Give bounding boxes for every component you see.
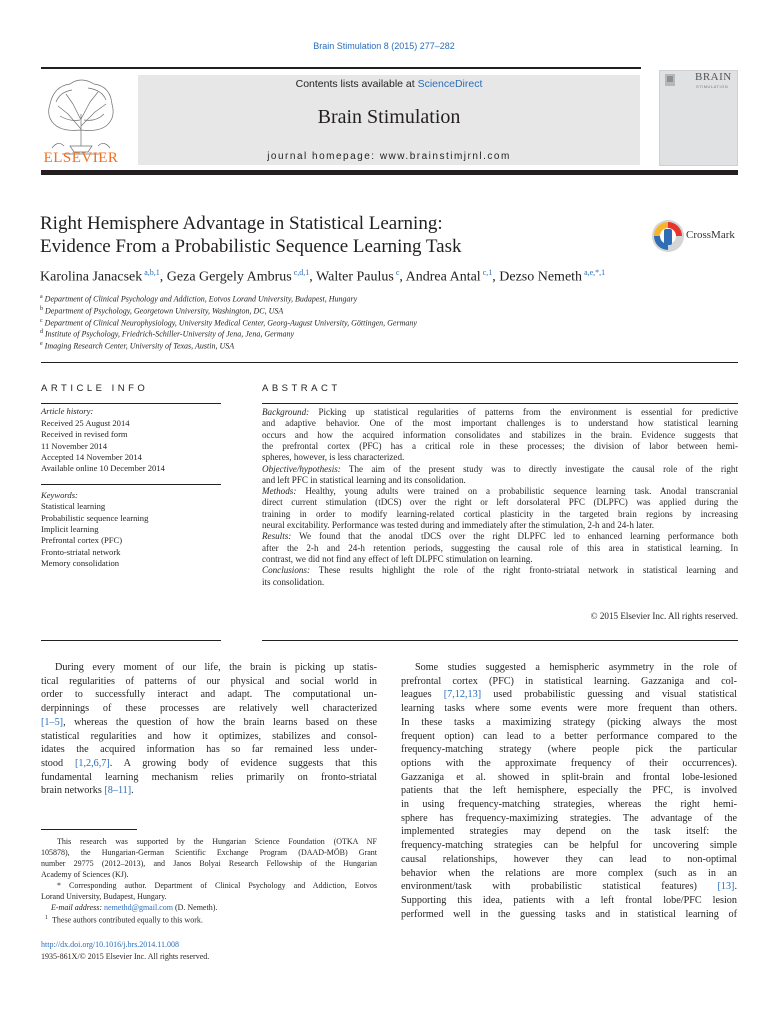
article-title-line-2: Evidence From a Probabilistic Sequence Learning Task — [40, 236, 462, 257]
abstract-text: direct current stimulation (tDCS) over the right or left dorsolateral PFC (DLPFC) was applied during the — [262, 497, 738, 508]
journal-citation[interactable]: Brain Stimulation 8 (2015) 277–282 — [313, 41, 455, 51]
body-text: environment/task with probabilistic statistical features) — [401, 881, 718, 893]
author-name[interactable]: Andrea Antal — [405, 269, 481, 285]
abstract-section-label: Results: — [262, 531, 292, 542]
abstract-line — [262, 497, 738, 508]
abstract-text: The aim of the present study was to directly investigate the causal role of the right — [340, 463, 738, 474]
body-text: used probabilistic guessing and visual statistical — [481, 689, 737, 701]
history-item: Received 25 August 2014 — [41, 418, 130, 428]
abstract-section-label: Background: — [262, 407, 310, 417]
abstract-copyright: © 2015 Elsevier Inc. All rights reserved. — [590, 611, 738, 621]
abstract-text: its consolidation. — [262, 576, 325, 587]
author-list — [40, 268, 605, 286]
affiliation-marker: a — [40, 294, 43, 300]
affiliation-b — [40, 306, 283, 316]
abstract-line — [262, 509, 738, 520]
body-line: Supporting this idea, patients with a left frontal lobe/PFC lesion — [401, 894, 737, 906]
abstract-line — [262, 520, 738, 531]
abstract-line — [262, 486, 738, 497]
keywords-label: Keywords: — [41, 490, 78, 500]
author-name[interactable]: Walter Paulus — [316, 269, 394, 285]
keyword-item: Memory consolidation — [41, 558, 120, 568]
body-line: Some studies suggested a hemispheric asymmetry in the role of — [415, 662, 737, 673]
affiliation-text: Department of Clinical Neurophysiology, University Medical Center, Georg-August University, Göttingen, Germany — [44, 318, 417, 328]
body-text: leagues — [401, 689, 444, 701]
footnote-line: number 29775 (2012–2013), and Janos Bolyai Research Fellowship of the Hungarian — [41, 859, 377, 868]
abstract-text: contrast, we did not find any effect of left DLPFC stimulation on learning. — [262, 553, 533, 564]
keyword-item: Probabilistic sequence learning — [41, 513, 149, 523]
contents-prefix: Contents lists available at — [295, 78, 418, 90]
issn-line: 1935-861X/© 2015 Elsevier Inc. All rights reserved. — [41, 952, 210, 961]
body-line: in using frequency-matching strategies, whereas the right hemi- — [401, 799, 737, 810]
cover-emblem-icon — [664, 73, 676, 87]
body-line: tical regularities of patterns of our physical and social world in — [41, 675, 377, 687]
body-line: sphere has frequency-maximizing strategies. The advantage of the — [401, 812, 737, 824]
body-text: . A growing body of evidence suggests that this — [109, 757, 377, 769]
footnote-equal-contribution: $^1$ These authors contributed equally to this work. — [45, 915, 203, 925]
body-text: . — [131, 785, 134, 797]
abstract-text: after the 2-h and 24-h retention periods, suggesting the causal role of this area in statistical learning. In — [262, 542, 738, 553]
article-title-line-1: Right Hemisphere Advantage in Statistical Learning: — [40, 213, 443, 234]
affiliation-text: Department of Clinical Psychology and Addiction, Eotvos Lorand University, Budapest, Hungary — [44, 294, 358, 304]
article-info-bottom-rule — [41, 640, 221, 641]
keyword-item: Prefrontal cortex (PFC) — [41, 535, 123, 545]
affiliation-d — [40, 329, 294, 339]
affiliation-text: Institute of Psychology, Friedrich-Schiller-University of Jena, Jena, Germany — [45, 329, 295, 339]
body-line: performed well in the guessing tasks and in statistical learning of — [401, 908, 737, 920]
abstract-text: training in order to modify learning-related cortical plasticity in the targeted brain regions by increasing — [262, 508, 738, 519]
footnote-email-line — [41, 902, 377, 913]
author-affiliation-marker[interactable]: a,b,1 — [142, 268, 160, 277]
body-text: , whereas the question of how the brain learns based on these — [63, 716, 377, 728]
body-line: prefrontal cortex (PFC) in statistical learning. Gazzaniga and col- — [401, 675, 737, 687]
abstract-bottom-rule — [262, 640, 738, 641]
body-text: stood — [41, 757, 75, 769]
cover-title: BRAIN — [695, 71, 732, 83]
abstract-section-label: Objective/hypothesis: — [262, 463, 341, 474]
history-item: Received in revised form — [41, 429, 128, 439]
citation-link[interactable]: [1–5] — [41, 716, 64, 728]
abstract-section-label: Conclusions: — [262, 565, 310, 576]
citation-link[interactable]: [7,12,13] — [443, 689, 482, 701]
body-text: . — [734, 881, 737, 893]
abstract-line — [262, 430, 738, 441]
footnote-rule — [41, 829, 137, 830]
article-info-heading: ARTICLE INFO — [41, 383, 149, 394]
equal-contribution-text: These authors contributed equally to this work. — [52, 915, 203, 925]
affiliation-marker: c — [40, 318, 43, 324]
affiliation-text: Imaging Research Center, University of Texas, Austin, USA — [44, 341, 235, 351]
abstract-line — [262, 543, 738, 554]
abstract-text: and adaptive behavior. One of the most important challenges is to understand how statistical learning — [262, 418, 738, 429]
keywords-rule — [41, 484, 221, 485]
body-line: learning tasks where some events were more frequent than others. — [401, 703, 737, 715]
author-separator: , — [399, 269, 406, 285]
affiliation-e — [40, 341, 234, 351]
body-line — [41, 716, 377, 730]
cover-subtitle: STIMULATION — [696, 84, 729, 89]
author-name[interactable]: Geza Gergely Ambrus — [166, 269, 292, 285]
affiliation-a — [40, 294, 357, 304]
body-line: derpinnings of these processes are relatively well characterized — [41, 703, 377, 715]
header-bottom-rule — [41, 170, 738, 175]
body-line: frequent option) can lead to a better performance compared to the — [401, 730, 737, 742]
footnote-line: 105878), the Hungarian-German Scientific Exchange Program (DAAD-MÖB) Grant — [41, 848, 377, 857]
abstract-rule — [262, 403, 738, 404]
abstract-line — [262, 407, 738, 418]
body-line: Gazzaniga et al. showed in split-brain and frontal lobe-lesioned — [401, 771, 737, 783]
abstract-text: neural excitability. Performance was tested during and immediately after the stimulation, 2-h and 24-h later. — [262, 520, 655, 530]
abstract-line — [262, 554, 738, 565]
abstract-text: occurs and how the acquired information consolidates and stabilizes in the brain. Evidence suggests that — [262, 429, 738, 440]
author-name[interactable]: Dezso Nemeth — [499, 269, 583, 285]
history-item: Available online 10 December 2014 — [41, 463, 165, 473]
author-affiliation-marker[interactable]: a,e,*,1 — [582, 268, 606, 277]
abstract-text: the prefrontal cortex (PFC) has a critical role in these processes; the division of labor between hemi- — [262, 440, 738, 451]
citation-link[interactable]: [8–11] — [104, 785, 132, 797]
author-separator: , — [492, 269, 500, 285]
citation-link[interactable]: [13] — [717, 881, 735, 893]
body-line: frequency-matching strategy (where people pick the particular — [401, 744, 737, 756]
crossmark-icon[interactable] — [651, 219, 685, 253]
body-line: patients that the left hemisphere, especially the PFC, is involved — [401, 785, 737, 797]
abstract-text: Picking up statistical regularities of patterns from the environment is essential for predictive — [309, 407, 738, 417]
abstract-line — [262, 531, 738, 542]
body-text: brain networks — [41, 785, 105, 797]
elsevier-wordmark: ELSEVIER — [43, 150, 119, 166]
abstract-text: These results highlight the role of the right fronto-striatal network in statistical learning and — [310, 565, 738, 576]
author-name[interactable]: Karolina Janacsek — [40, 269, 143, 285]
contents-line — [138, 78, 640, 90]
header-top-rule — [41, 67, 641, 69]
abstract-line — [262, 565, 738, 576]
body-line — [41, 757, 377, 771]
history-label: Article history: — [41, 406, 94, 416]
author-separator: , — [309, 269, 317, 285]
email-link[interactable]: nemethd@gmail.com — [104, 903, 173, 912]
abstract-line — [262, 441, 738, 452]
abstract-section-label: Methods: — [262, 486, 297, 497]
journal-homepage[interactable]: journal homepage: www.brainstimjrnl.com — [267, 151, 511, 162]
abstract-line — [262, 452, 738, 463]
body-line: In these tasks a maximizing strategy (picking always the most — [401, 716, 737, 728]
affiliation-c — [40, 318, 417, 328]
history-item: 11 November 2014 — [41, 441, 108, 451]
abstract-text: and left PFC in statistical learning and its consolidation. — [262, 474, 466, 485]
affiliation-marker: b — [40, 306, 43, 312]
body-line: order to successfully interact and adapt. The computational un- — [41, 689, 377, 701]
body-line: fundamental learning mechanism relies primarily on fronto-striatal — [41, 771, 377, 783]
keyword-item: Implicit learning — [41, 524, 99, 534]
author-affiliation-marker[interactable]: c,d,1 — [291, 268, 310, 277]
body-line: implemented strategies may depend on the task itself: the — [401, 826, 737, 838]
citation-link[interactable]: [1,2,6,7] — [74, 757, 110, 769]
affiliation-marker: e — [40, 341, 43, 347]
article-info-rule — [41, 403, 221, 404]
author-affiliation-marker[interactable]: c — [393, 268, 400, 277]
abstract-text: spheres, however, is less characterized. — [262, 452, 405, 463]
email-label: E-mail address: — [51, 903, 105, 912]
affiliation-text: Department of Psychology, Georgetown University, Washington, DC, USA — [45, 306, 284, 316]
author-separator: , — [159, 269, 167, 285]
body-line — [41, 784, 377, 798]
abstract-line — [262, 464, 738, 475]
abstract-line — [262, 475, 738, 486]
abstract-text: We found that the anodal tDCS over the right DLPFC led to enhanced learning performance both — [291, 531, 738, 542]
body-line — [401, 880, 737, 894]
crossmark-label[interactable]: CrossMark — [686, 229, 735, 241]
keyword-item: Statistical learning — [41, 501, 106, 511]
email-suffix: (D. Nemeth). — [172, 903, 218, 912]
doi-link[interactable]: http://dx.doi.org/10.1016/j.brs.2014.11.008 — [41, 940, 180, 949]
footnote-line: Lorand University, Budapest, Hungary. — [41, 892, 167, 901]
affiliation-marker: d — [40, 329, 43, 335]
abstract-line — [262, 418, 738, 429]
abstract-text: Healthy, young adults were trained on a probabilistic sequence learning task. Anodal transcranial — [296, 486, 738, 497]
keyword-item: Fronto-striatal network — [41, 547, 121, 557]
body-line: statistical regularities and how it optimizes, stabilizes and consol- — [41, 730, 377, 742]
affiliations-rule — [41, 362, 738, 363]
body-line: idates the acquired information has so far remained less under- — [41, 744, 377, 756]
body-line: During every moment of our life, the brain is picking up statis- — [55, 662, 377, 673]
body-line: frequency-matching strategies can be helpful for uncovering simple — [401, 840, 737, 852]
body-line: causal relationships, however they can lead to non-optimal — [401, 853, 737, 865]
sciencedirect-link[interactable]: ScienceDirect — [417, 78, 483, 90]
footnote-line: This research was supported by the Hungarian Science Foundation (OTKA NF — [57, 837, 377, 846]
abstract-heading: ABSTRACT — [262, 383, 341, 394]
journal-title: Brain Stimulation — [317, 106, 461, 128]
body-line — [401, 688, 737, 702]
footnote-line: Academy of Sciences (KJ). — [41, 870, 129, 879]
author-affiliation-marker[interactable]: c,1 — [480, 268, 493, 277]
footnote-line: * Corresponding author. Department of Clinical Psychology and Addiction, Eotvos — [57, 881, 377, 890]
abstract-line — [262, 577, 738, 588]
body-line: behavior when the relations are more complex (such as in an — [401, 867, 737, 879]
body-line: options with the approximate frequency of their occurrences). — [401, 757, 737, 769]
history-item: Accepted 14 November 2014 — [41, 452, 142, 462]
